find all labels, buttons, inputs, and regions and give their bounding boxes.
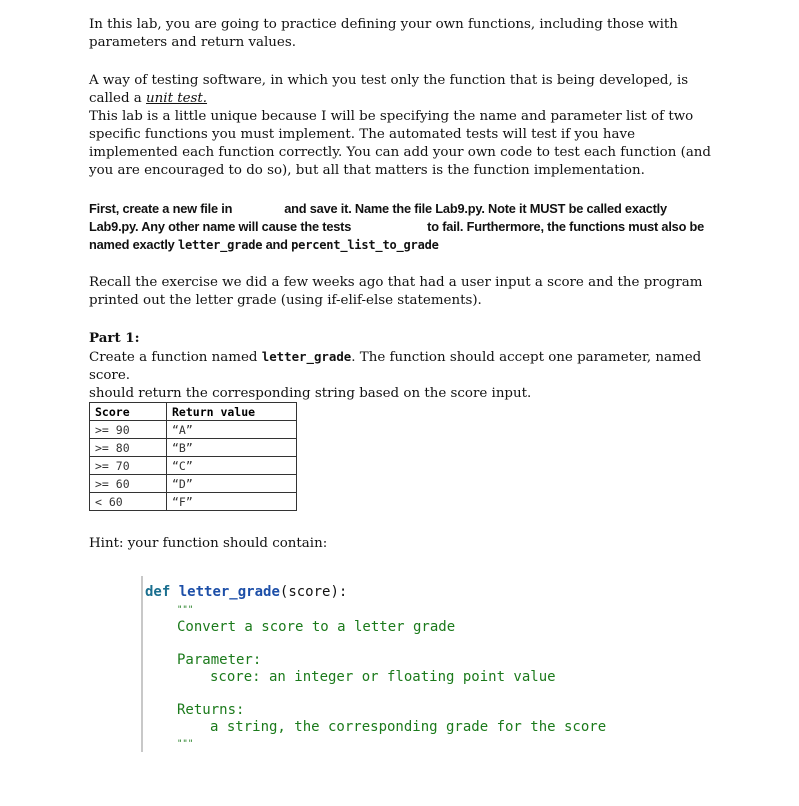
code-docstring-open: """ bbox=[177, 605, 194, 615]
table-header-row bbox=[90, 403, 297, 421]
code-block bbox=[141, 576, 613, 752]
table-row bbox=[90, 475, 297, 493]
score-cell: >= 80 bbox=[90, 439, 167, 457]
code-docstring-close: """ bbox=[177, 739, 194, 749]
grade-cell: “A” bbox=[167, 421, 297, 439]
table-row bbox=[90, 493, 297, 511]
code-summary: Convert a score to a letter grade bbox=[177, 619, 456, 635]
instructions-part-b: and save it. Name the file Lab9.py. Note it MUST be called exactly bbox=[284, 201, 667, 216]
instructions-paragraph bbox=[89, 200, 714, 254]
grade-cell: “D” bbox=[167, 475, 297, 493]
code-line-def bbox=[145, 584, 347, 601]
function-name-2: percent_list_to_grade bbox=[291, 238, 439, 252]
score-cell: >= 90 bbox=[90, 421, 167, 439]
unique-paragraph: This lab is a little unique because I will be specifying the name and parameter list of two specific functions you must implement. The automated tests will test if you have implemented each function correctly. You can add your own code to test each function (and you are encouraged to do so), but all that matters is the function implementation. bbox=[89, 109, 711, 178]
code-param-label: Parameter: bbox=[177, 652, 262, 668]
header-return-value: Return value bbox=[167, 403, 297, 421]
header-score: Score bbox=[90, 403, 167, 421]
instructions-and: and bbox=[265, 237, 288, 252]
part1-function-name: letter_grade bbox=[261, 349, 352, 364]
grade-table bbox=[89, 402, 297, 511]
grade-cell: “F” bbox=[167, 493, 297, 511]
score-cell: >= 70 bbox=[90, 457, 167, 475]
code-function-name: letter_grade bbox=[178, 584, 280, 600]
unit-test-paragraph bbox=[89, 72, 714, 108]
part1-description bbox=[89, 348, 714, 403]
table-row bbox=[90, 439, 297, 457]
instructions-part-e: named exactly bbox=[89, 237, 175, 252]
table-row bbox=[90, 421, 297, 439]
hint-text: Hint: your function should contain: bbox=[89, 536, 328, 551]
part1-text-c: should return the corresponding string based on the score input. bbox=[89, 386, 532, 401]
score-cell: >= 60 bbox=[90, 475, 167, 493]
instructions-part-a: First, create a new file in bbox=[89, 201, 233, 216]
instructions-part-d: to fail. Furthermore, the functions must also be bbox=[427, 219, 705, 234]
intro-paragraph: In this lab, you are going to practice defining your own functions, including those with parameters and return values. bbox=[89, 17, 678, 50]
instructions-part-c: Lab9.py. Any other name will cause the tests bbox=[89, 219, 352, 234]
grade-cell: “C” bbox=[167, 457, 297, 475]
code-def-keyword: def bbox=[145, 584, 171, 600]
unit-test-prefix: A way of testing software, in which you test only the function that is being developed, is called a bbox=[89, 73, 689, 106]
function-name-1: letter_grade bbox=[177, 238, 263, 252]
code-args: (score): bbox=[279, 584, 348, 600]
code-returns-label: Returns: bbox=[177, 702, 245, 718]
code-returns-desc: a string, the corresponding grade for the score bbox=[210, 719, 607, 735]
grade-cell: “B” bbox=[167, 439, 297, 457]
part1-text-a: Create a function named bbox=[89, 350, 258, 365]
score-cell: < 60 bbox=[90, 493, 167, 511]
part1-heading: Part 1: bbox=[89, 330, 140, 346]
code-param-desc: score: an integer or floating point value bbox=[210, 669, 556, 685]
part1-text-b: . The function should accept one parameter, named score. bbox=[89, 350, 702, 383]
table-row bbox=[90, 457, 297, 475]
unit-test-term: unit test. bbox=[146, 91, 208, 106]
recall-paragraph: Recall the exercise we did a few weeks ago that had a user input a score and the program printed out the letter grade (using if-elif-else statements). bbox=[89, 275, 703, 308]
